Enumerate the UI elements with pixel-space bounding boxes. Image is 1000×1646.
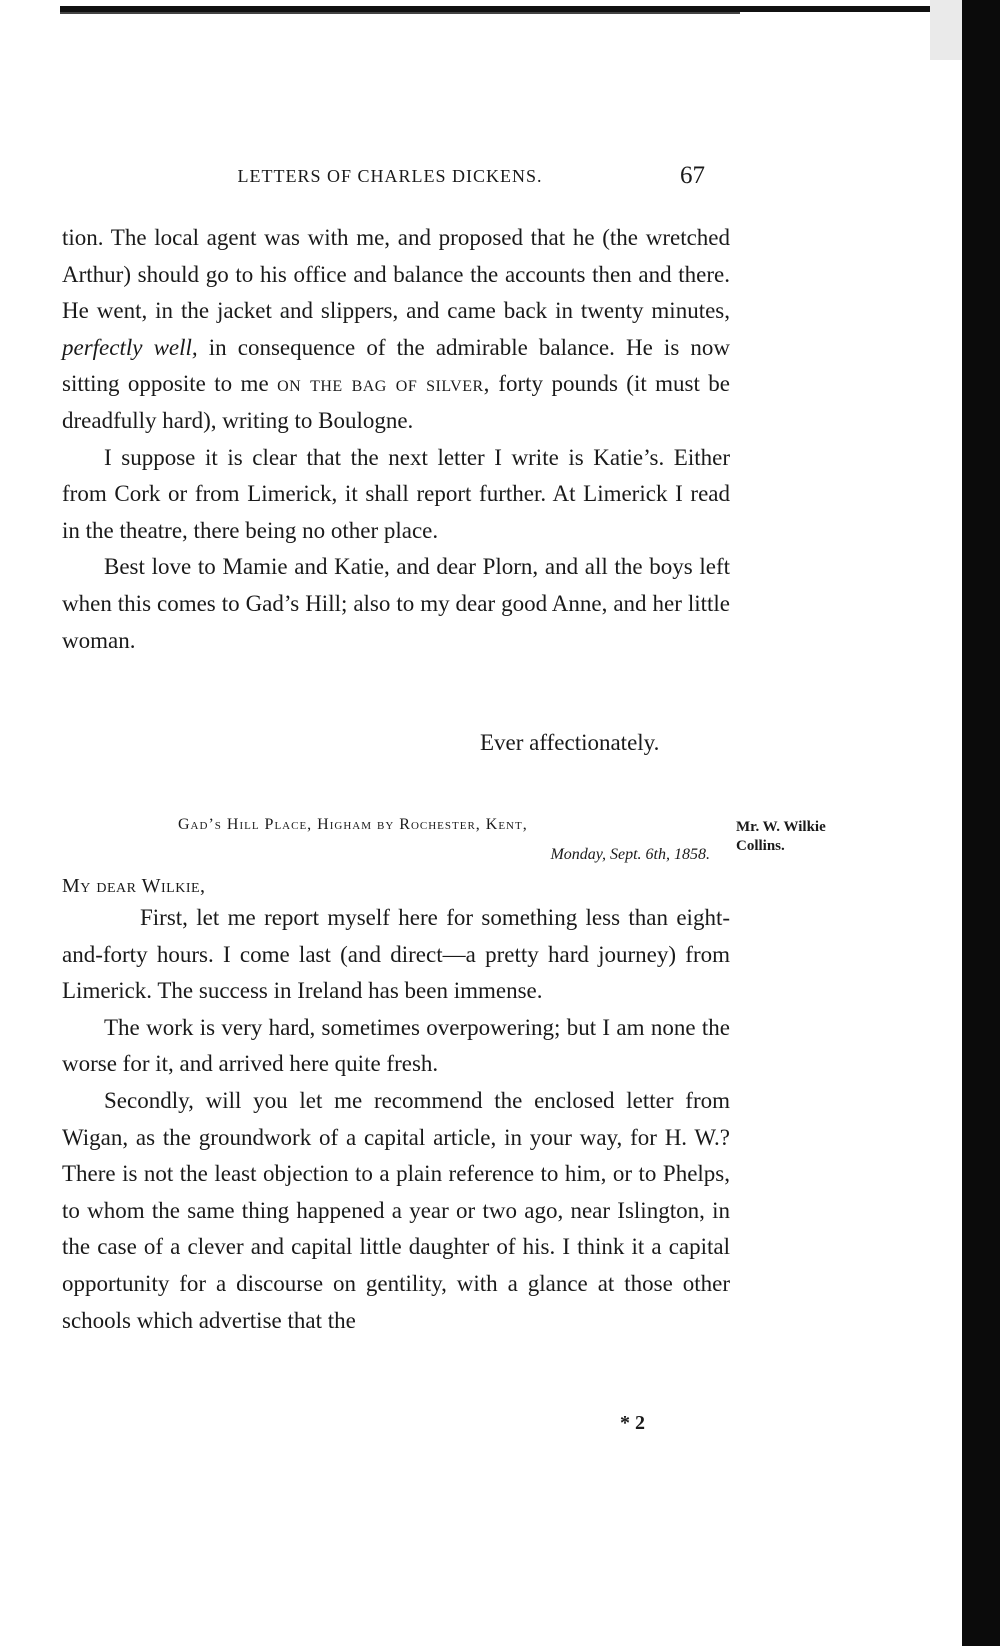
page-edge-top-line: [60, 12, 740, 14]
letter2-body: [62, 900, 730, 1339]
margin-note-recipient: Mr. W. Wilkie Collins.: [736, 819, 826, 854]
letter2-paragraph-3: Secondly, will you let me recommend the enclosed letter from Wigan, as the groundwork of a capital article, in your way, for H. W.? There is not the least objection to a plain reference to him, or to Phelps, to whom the same thing happened a year or two ago, near Islington, in the case of a clever and capital little daughter of his. I think it a capital opportunity for a discourse on gentility, with a glance at those other schools which advertise that the: [62, 1087, 730, 1333]
signature-mark: * 2: [620, 1412, 645, 1434]
text-run: forty pounds (it must be dreadfully hard), writing to Boulogne.: [62, 371, 730, 433]
letter1-signoff: Ever affectionately.: [480, 730, 660, 755]
letter1-body: [62, 220, 730, 659]
letter1-paragraph-1: [62, 220, 730, 440]
text-run: in consequence of the admirable balance. He is now sitting opposite to me: [62, 334, 730, 397]
letter1-paragraph-2: I suppose it is clear that the next letter I write is Katie’s. Either from Cork or from Limerick, it shall report further. At Limerick I read in the theatre, there being no other place.: [62, 444, 730, 543]
letter2-paragraph-1: First, let me report myself here for something less than eight-and-forty hours. I come last (and direct—a pretty hard journey) from Limerick. The success in Ireland has been immense.: [62, 905, 730, 1004]
text-run: tion. The local agent was with me, and proposed that he (the wretched Arthur) should go to his office and balance the accounts then and there. He went, in the jacket and slippers, and came back in twenty minutes,: [62, 225, 730, 324]
italic-text-run: perfectly well,: [62, 334, 198, 360]
small-caps-text-run: on the bag of silver,: [277, 371, 490, 397]
running-title: LETTERS OF CHARLES DICKENS.: [237, 166, 543, 186]
letter2-paragraph-2: The work is very hard, sometimes overpowering; but I am none the worse for it, and arrived here quite fresh.: [62, 1014, 730, 1077]
letter2-salutation: [62, 872, 206, 898]
page-number: 67: [680, 162, 705, 189]
letter2-address: Gad’s Hill Place, Higham by Rochester, Kent,: [178, 816, 528, 833]
page-edge-right: [962, 0, 1000, 1646]
salutation-text: My dear Wilkie,: [62, 875, 206, 897]
page-corner-shadow: [930, 0, 962, 60]
letter1-paragraph-3: Best love to Mamie and Katie, and dear Plorn, and all the boys left when this comes to Gad’s Hill; also to my dear good Anne, and her little woman.: [62, 554, 730, 653]
letter2-date: Monday, Sept. 6th, 1858.: [550, 846, 710, 863]
